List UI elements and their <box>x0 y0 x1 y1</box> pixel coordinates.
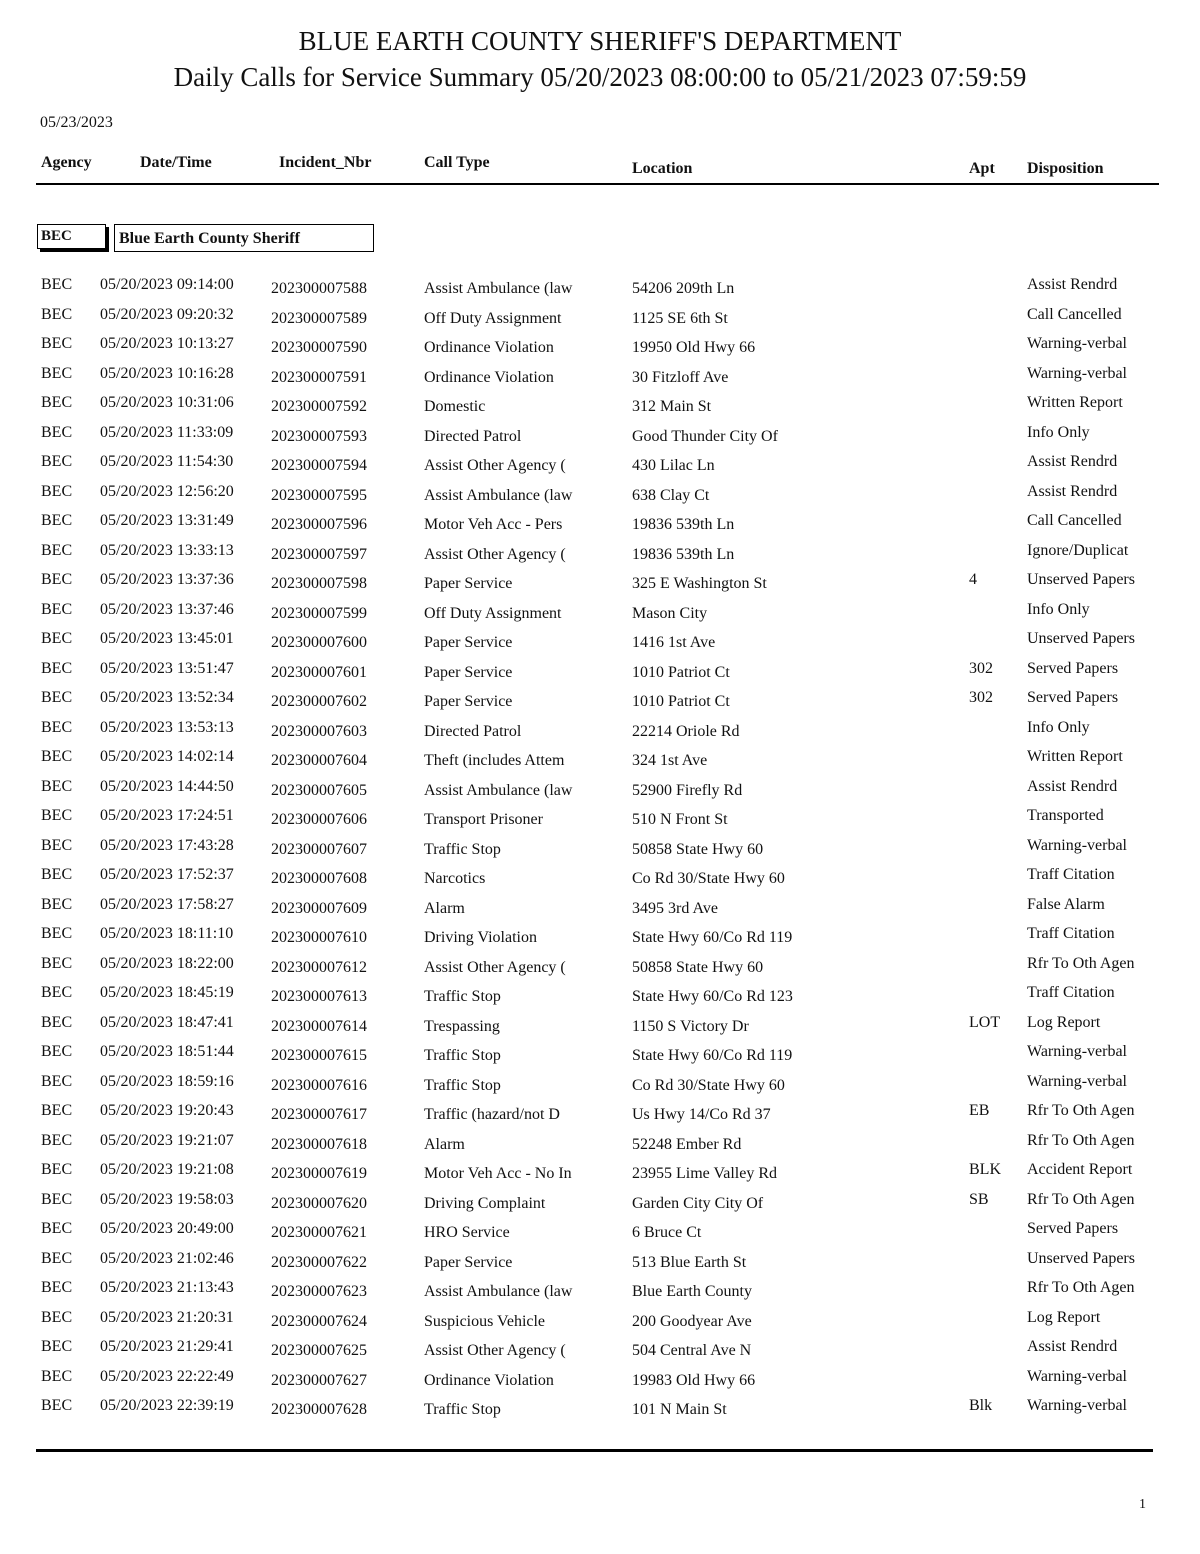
cell-call-type: Traffic Stop <box>424 840 501 858</box>
cell-agency: BEC <box>41 1279 73 1296</box>
cell-apt: LOT <box>969 1013 1001 1031</box>
table-row <box>0 717 1200 747</box>
cell-datetime: 05/20/2023 13:53:13 <box>100 718 234 736</box>
cell-call-type: Ordinance Violation <box>424 339 554 356</box>
cell-agency: BEC <box>41 925 73 942</box>
cell-datetime: 05/20/2023 20:49:00 <box>100 1220 234 1237</box>
header-divider <box>36 183 1159 185</box>
cell-location: 1010 Patriot Ct <box>632 693 730 710</box>
cell-location: Co Rd 30/State Hwy 60 <box>632 870 785 887</box>
cell-agency: BEC <box>41 600 73 618</box>
cell-call-type: Paper Service <box>424 693 513 710</box>
table-row <box>0 1012 1200 1042</box>
cell-call-type: Paper Service <box>424 575 513 592</box>
cell-call-type: Directed Patrol <box>424 427 522 445</box>
cell-datetime: 05/20/2023 13:45:01 <box>100 630 234 647</box>
cell-location: 510 N Front St <box>632 811 728 828</box>
cell-location: 19836 539th Ln <box>632 545 735 563</box>
cell-disposition: Rfr To Oth Agen <box>1027 1102 1135 1119</box>
cell-call-type: Assist Other Agency ( <box>424 1342 566 1359</box>
table-row <box>0 569 1200 599</box>
cell-location: 19836 539th Ln <box>632 516 735 533</box>
cell-incident: 202300007602 <box>271 693 367 710</box>
cell-agency: BEC <box>41 895 73 913</box>
cell-datetime: 05/20/2023 11:54:30 <box>100 453 234 470</box>
table-row <box>0 835 1200 865</box>
cell-agency: BEC <box>41 305 73 323</box>
calls-table <box>0 274 1200 1425</box>
cell-disposition: Served Papers <box>1027 659 1119 677</box>
cell-agency: BEC <box>41 866 73 883</box>
cell-incident: 202300007615 <box>271 1047 367 1064</box>
cell-location: 23955 Lime Valley Rd <box>632 1165 778 1182</box>
cell-disposition: Log Report <box>1027 1013 1101 1031</box>
cell-datetime: 05/20/2023 17:43:28 <box>100 836 234 854</box>
cell-disposition: Unserved Papers <box>1027 630 1135 647</box>
cell-location: Co Rd 30/State Hwy 60 <box>632 1076 785 1094</box>
cell-incident: 202300007619 <box>271 1165 367 1182</box>
cell-incident: 202300007596 <box>271 516 367 533</box>
cell-call-type: Paper Service <box>424 1253 513 1271</box>
col-header-location: Location <box>632 160 693 177</box>
table-row <box>0 1041 1200 1071</box>
cell-datetime: 05/20/2023 17:24:51 <box>100 807 234 824</box>
cell-location: Mason City <box>632 604 708 622</box>
col-header-disposition: Disposition <box>1027 160 1104 177</box>
cell-call-type: Traffic Stop <box>424 1401 501 1418</box>
table-row <box>0 451 1200 481</box>
table-row <box>0 274 1200 304</box>
print-date: 05/23/2023 <box>40 114 113 131</box>
cell-agency: BEC <box>41 1338 73 1355</box>
cell-disposition: Assist Rendrd <box>1027 482 1118 500</box>
cell-location: Good Thunder City Of <box>632 427 778 445</box>
cell-agency: BEC <box>41 659 73 677</box>
table-row <box>0 540 1200 570</box>
cell-location: 6 Bruce Ct <box>632 1224 702 1241</box>
table-row <box>0 392 1200 422</box>
cell-call-type: Traffic (hazard/not D <box>424 1106 560 1123</box>
cell-disposition: Transported <box>1027 807 1104 824</box>
cell-disposition: False Alarm <box>1027 895 1105 913</box>
cell-location: 22214 Oriole Rd <box>632 722 740 740</box>
cell-agency: BEC <box>41 718 73 736</box>
cell-agency: BEC <box>41 748 73 765</box>
cell-datetime: 05/20/2023 22:39:19 <box>100 1397 234 1414</box>
cell-call-type: Transport Prisoner <box>424 811 543 828</box>
cell-datetime: 05/20/2023 09:14:00 <box>100 276 234 293</box>
cell-incident: 202300007622 <box>271 1253 367 1271</box>
table-row <box>0 1277 1200 1307</box>
cell-disposition: Accident Report <box>1027 1161 1133 1178</box>
cell-agency: BEC <box>41 1102 73 1119</box>
cell-datetime: 05/20/2023 13:51:47 <box>100 659 234 677</box>
table-row <box>0 1395 1200 1425</box>
cell-disposition: Assist Rendrd <box>1027 777 1118 795</box>
table-row <box>0 923 1200 953</box>
cell-incident: 202300007616 <box>271 1076 367 1094</box>
cell-call-type: Suspicious Vehicle <box>424 1312 546 1330</box>
cell-incident: 202300007593 <box>271 427 367 445</box>
report-title: BLUE EARTH COUNTY SHERIFF'S DEPARTMENT <box>298 26 902 56</box>
cell-call-type: Traffic Stop <box>424 1047 501 1064</box>
cell-location: 200 Goodyear Ave <box>632 1312 752 1330</box>
cell-disposition: Unserved Papers <box>1027 571 1135 588</box>
cell-call-type: Ordinance Violation <box>424 368 554 386</box>
cell-agency: BEC <box>41 984 73 1001</box>
cell-incident: 202300007591 <box>271 368 367 386</box>
cell-datetime: 05/20/2023 14:02:14 <box>100 748 234 765</box>
cell-location: 50858 State Hwy 60 <box>632 840 764 858</box>
cell-agency: BEC <box>41 1190 73 1208</box>
cell-agency: BEC <box>41 571 73 588</box>
table-row <box>0 510 1200 540</box>
cell-agency: BEC <box>41 777 73 795</box>
cell-location: 19983 Old Hwy 66 <box>632 1371 756 1389</box>
cell-incident: 202300007595 <box>271 486 367 504</box>
table-row <box>0 599 1200 629</box>
agency-name-box: Blue Earth County Sheriff <box>114 224 374 252</box>
cell-call-type: Off Duty Assignment <box>424 604 562 622</box>
cell-agency: BEC <box>41 482 73 500</box>
cell-disposition: Traff Citation <box>1027 866 1115 883</box>
cell-datetime: 05/20/2023 12:56:20 <box>100 482 234 500</box>
cell-call-type: Trespassing <box>424 1017 500 1035</box>
cell-incident: 202300007613 <box>271 988 367 1005</box>
cell-call-type: Paper Service <box>424 663 513 681</box>
cell-call-type: Alarm <box>424 899 465 917</box>
cell-incident: 202300007594 <box>271 457 367 474</box>
cell-datetime: 05/20/2023 19:21:08 <box>100 1161 234 1178</box>
cell-datetime: 05/20/2023 22:22:49 <box>100 1367 234 1385</box>
cell-call-type: Traffic Stop <box>424 988 501 1005</box>
cell-agency: BEC <box>41 394 73 411</box>
cell-agency: BEC <box>41 630 73 647</box>
page-number: 1 <box>1139 1497 1146 1512</box>
cell-disposition: Warning-verbal <box>1027 335 1127 352</box>
cell-call-type: Theft (includes Attem <box>424 752 565 769</box>
cell-call-type: Assist Ambulance (law <box>424 781 573 799</box>
cell-apt: 302 <box>969 689 993 706</box>
cell-disposition: Log Report <box>1027 1308 1101 1326</box>
cell-agency: BEC <box>41 807 73 824</box>
cell-disposition: Call Cancelled <box>1027 512 1122 529</box>
cell-location: 52900 Firefly Rd <box>632 781 743 799</box>
cell-incident: 202300007603 <box>271 722 367 740</box>
cell-agency: BEC <box>41 335 73 352</box>
cell-location: 1416 1st Ave <box>632 634 716 651</box>
cell-disposition: Warning-verbal <box>1027 1043 1127 1060</box>
col-header-apt: Apt <box>969 160 995 177</box>
table-row <box>0 628 1200 658</box>
cell-location: 54206 209th Ln <box>632 280 735 297</box>
cell-call-type: Motor Veh Acc - No In <box>424 1165 572 1182</box>
cell-agency: BEC <box>41 1161 73 1178</box>
cell-apt: Blk <box>969 1397 993 1414</box>
footer-divider <box>36 1449 1153 1452</box>
cell-disposition: Traff Citation <box>1027 984 1115 1001</box>
table-row <box>0 1130 1200 1160</box>
cell-call-type: Narcotics <box>424 870 486 887</box>
report-subtitle: Daily Calls for Service Summary 05/20/2023 08:00:00 to 05/21/2023 07:59:59 <box>173 62 1027 92</box>
cell-disposition: Rfr To Oth Agen <box>1027 1131 1135 1149</box>
cell-disposition: Info Only <box>1027 718 1090 736</box>
table-row <box>0 363 1200 393</box>
cell-call-type: Motor Veh Acc - Pers <box>424 516 563 533</box>
cell-agency: BEC <box>41 1043 73 1060</box>
cell-agency: BEC <box>41 1249 73 1267</box>
cell-datetime: 05/20/2023 11:33:09 <box>100 423 234 441</box>
table-row <box>0 746 1200 776</box>
cell-call-type: Assist Ambulance (law <box>424 486 573 504</box>
cell-agency: BEC <box>41 836 73 854</box>
cell-incident: 202300007600 <box>271 634 367 651</box>
cell-location: 30 Fitzloff Ave <box>632 368 729 386</box>
cell-agency: BEC <box>41 541 73 559</box>
cell-datetime: 05/20/2023 13:52:34 <box>100 689 234 706</box>
cell-datetime: 05/20/2023 19:58:03 <box>100 1190 234 1208</box>
col-header-datetime: Date/Time <box>140 154 212 171</box>
cell-call-type: Ordinance Violation <box>424 1371 554 1389</box>
table-row <box>0 304 1200 334</box>
table-row <box>0 894 1200 924</box>
cell-datetime: 05/20/2023 19:21:07 <box>100 1131 234 1149</box>
cell-incident: 202300007607 <box>271 840 367 858</box>
cell-incident: 202300007612 <box>271 958 367 976</box>
cell-call-type: Driving Violation <box>424 929 537 946</box>
cell-disposition: Info Only <box>1027 423 1090 441</box>
cell-incident: 202300007618 <box>271 1135 367 1153</box>
cell-incident: 202300007620 <box>271 1194 367 1212</box>
cell-datetime: 05/20/2023 18:47:41 <box>100 1013 234 1031</box>
cell-disposition: Rfr To Oth Agen <box>1027 1190 1135 1208</box>
cell-apt: 4 <box>969 571 977 588</box>
cell-datetime: 05/20/2023 21:02:46 <box>100 1249 234 1267</box>
cell-incident: 202300007601 <box>271 663 367 681</box>
table-row <box>0 805 1200 835</box>
cell-incident: 202300007624 <box>271 1312 367 1330</box>
cell-disposition: Written Report <box>1027 394 1123 411</box>
cell-disposition: Assist Rendrd <box>1027 276 1118 293</box>
table-row <box>0 953 1200 983</box>
cell-call-type: Paper Service <box>424 634 513 651</box>
cell-incident: 202300007590 <box>271 339 367 356</box>
col-header-agency: Agency <box>41 154 92 171</box>
table-row <box>0 658 1200 688</box>
cell-incident: 202300007614 <box>271 1017 367 1035</box>
cell-datetime: 05/20/2023 18:11:10 <box>100 925 234 942</box>
cell-location: 638 Clay Ct <box>632 486 710 504</box>
table-row <box>0 1159 1200 1189</box>
cell-location: 312 Main St <box>632 398 712 415</box>
cell-incident: 202300007592 <box>271 398 367 415</box>
cell-call-type: Assist Ambulance (law <box>424 1283 573 1300</box>
cell-disposition: Rfr To Oth Agen <box>1027 954 1135 972</box>
cell-incident: 202300007623 <box>271 1283 367 1300</box>
cell-datetime: 05/20/2023 19:20:43 <box>100 1102 234 1119</box>
cell-disposition: Warning-verbal <box>1027 364 1127 382</box>
cell-location: 50858 State Hwy 60 <box>632 958 764 976</box>
cell-call-type: Assist Other Agency ( <box>424 545 566 563</box>
cell-agency: BEC <box>41 954 73 972</box>
cell-agency: BEC <box>41 1397 73 1414</box>
cell-location: 52248 Ember Rd <box>632 1135 742 1153</box>
cell-datetime: 05/20/2023 09:20:32 <box>100 305 234 323</box>
cell-agency: BEC <box>41 364 73 382</box>
cell-datetime: 05/20/2023 18:51:44 <box>100 1043 234 1060</box>
table-row <box>0 1307 1200 1337</box>
cell-location: 1125 SE 6th St <box>632 309 728 327</box>
cell-disposition: Written Report <box>1027 748 1123 765</box>
cell-incident: 202300007625 <box>271 1342 367 1359</box>
cell-call-type: Directed Patrol <box>424 722 522 740</box>
cell-agency: BEC <box>41 512 73 529</box>
cell-datetime: 05/20/2023 14:44:50 <box>100 777 234 795</box>
cell-disposition: Ignore/Duplicat <box>1027 541 1129 559</box>
cell-location: 1010 Patriot Ct <box>632 663 730 681</box>
table-row <box>0 864 1200 894</box>
cell-disposition: Rfr To Oth Agen <box>1027 1279 1135 1296</box>
cell-datetime: 05/20/2023 21:13:43 <box>100 1279 234 1296</box>
cell-call-type: Assist Other Agency ( <box>424 958 566 976</box>
cell-disposition: Served Papers <box>1027 689 1119 706</box>
table-row <box>0 982 1200 1012</box>
cell-disposition: Served Papers <box>1027 1220 1119 1237</box>
cell-agency: BEC <box>41 1308 73 1326</box>
cell-datetime: 05/20/2023 18:22:00 <box>100 954 234 972</box>
cell-location: 3495 3rd Ave <box>632 899 718 917</box>
cell-location: Garden City City Of <box>632 1194 764 1212</box>
cell-datetime: 05/20/2023 13:31:49 <box>100 512 234 529</box>
cell-location: State Hwy 60/Co Rd 119 <box>632 929 793 946</box>
cell-incident: 202300007605 <box>271 781 367 799</box>
cell-apt: BLK <box>969 1161 1001 1178</box>
cell-apt: 302 <box>969 659 993 677</box>
cell-call-type: Off Duty Assignment <box>424 309 562 327</box>
cell-location: 324 1st Ave <box>632 752 708 769</box>
cell-datetime: 05/20/2023 10:16:28 <box>100 364 234 382</box>
cell-location: 1150 S Victory Dr <box>632 1017 749 1035</box>
table-row <box>0 687 1200 717</box>
cell-incident: 202300007606 <box>271 811 367 828</box>
cell-agency: BEC <box>41 276 73 293</box>
cell-disposition: Traff Citation <box>1027 925 1115 942</box>
agency-code-box: BEC <box>37 224 106 249</box>
cell-datetime: 05/20/2023 10:31:06 <box>100 394 234 411</box>
cell-location: 513 Blue Earth St <box>632 1253 747 1271</box>
cell-datetime: 05/20/2023 21:20:31 <box>100 1308 234 1326</box>
table-row <box>0 776 1200 806</box>
cell-disposition: Unserved Papers <box>1027 1249 1135 1267</box>
cell-location: 19950 Old Hwy 66 <box>632 339 756 356</box>
cell-incident: 202300007608 <box>271 870 367 887</box>
cell-incident: 202300007617 <box>271 1106 367 1123</box>
table-row <box>0 1366 1200 1396</box>
cell-datetime: 05/20/2023 18:45:19 <box>100 984 234 1001</box>
cell-datetime: 05/20/2023 13:33:13 <box>100 541 234 559</box>
cell-disposition: Assist Rendrd <box>1027 453 1118 470</box>
cell-location: 325 E Washington St <box>632 575 767 592</box>
cell-datetime: 05/20/2023 21:29:41 <box>100 1338 234 1355</box>
cell-location: 430 Lilac Ln <box>632 457 715 474</box>
table-row <box>0 1336 1200 1366</box>
cell-call-type: HRO Service <box>424 1224 510 1241</box>
table-row <box>0 481 1200 511</box>
cell-agency: BEC <box>41 423 73 441</box>
cell-apt: EB <box>969 1102 990 1119</box>
cell-call-type: Alarm <box>424 1135 465 1153</box>
table-row <box>0 422 1200 452</box>
cell-call-type: Traffic Stop <box>424 1076 501 1094</box>
cell-incident: 202300007599 <box>271 604 367 622</box>
cell-datetime: 05/20/2023 13:37:46 <box>100 600 234 618</box>
col-header-call-type: Call Type <box>424 154 490 171</box>
cell-disposition: Info Only <box>1027 600 1090 618</box>
cell-incident: 202300007609 <box>271 899 367 917</box>
cell-incident: 202300007604 <box>271 752 367 769</box>
cell-incident: 202300007589 <box>271 309 367 327</box>
cell-disposition: Assist Rendrd <box>1027 1338 1118 1355</box>
cell-incident: 202300007610 <box>271 929 367 946</box>
cell-location: State Hwy 60/Co Rd 123 <box>632 988 793 1005</box>
cell-datetime: 05/20/2023 17:52:37 <box>100 866 234 883</box>
cell-call-type: Assist Ambulance (law <box>424 280 573 297</box>
cell-location: 101 N Main St <box>632 1401 727 1418</box>
cell-disposition: Warning-verbal <box>1027 836 1127 854</box>
cell-agency: BEC <box>41 1072 73 1090</box>
cell-agency: BEC <box>41 689 73 706</box>
cell-agency: BEC <box>41 1131 73 1149</box>
cell-call-type: Driving Complaint <box>424 1194 546 1212</box>
table-row <box>0 1071 1200 1101</box>
cell-incident: 202300007628 <box>271 1401 367 1418</box>
cell-agency: BEC <box>41 1220 73 1237</box>
col-header-incident: Incident_Nbr <box>279 154 372 171</box>
table-row <box>0 1100 1200 1130</box>
table-row <box>0 1189 1200 1219</box>
cell-disposition: Warning-verbal <box>1027 1367 1127 1385</box>
cell-location: State Hwy 60/Co Rd 119 <box>632 1047 793 1064</box>
cell-agency: BEC <box>41 1367 73 1385</box>
cell-call-type: Assist Other Agency ( <box>424 457 566 474</box>
cell-disposition: Call Cancelled <box>1027 305 1122 323</box>
cell-datetime: 05/20/2023 10:13:27 <box>100 335 234 352</box>
cell-location: Us Hwy 14/Co Rd 37 <box>632 1106 771 1123</box>
cell-datetime: 05/20/2023 18:59:16 <box>100 1072 234 1090</box>
cell-call-type: Domestic <box>424 398 486 415</box>
table-row <box>0 333 1200 363</box>
cell-location: Blue Earth County <box>632 1283 752 1300</box>
cell-incident: 202300007627 <box>271 1371 367 1389</box>
cell-agency: BEC <box>41 453 73 470</box>
cell-incident: 202300007598 <box>271 575 367 592</box>
cell-datetime: 05/20/2023 17:58:27 <box>100 895 234 913</box>
table-row <box>0 1218 1200 1248</box>
cell-datetime: 05/20/2023 13:37:36 <box>100 571 234 588</box>
cell-location: 504 Central Ave N <box>632 1342 752 1359</box>
cell-incident: 202300007621 <box>271 1224 367 1241</box>
cell-agency: BEC <box>41 1013 73 1031</box>
cell-disposition: Warning-verbal <box>1027 1397 1127 1414</box>
cell-apt: SB <box>969 1190 989 1208</box>
cell-disposition: Warning-verbal <box>1027 1072 1127 1090</box>
cell-incident: 202300007588 <box>271 280 367 297</box>
table-row <box>0 1248 1200 1278</box>
cell-incident: 202300007597 <box>271 545 367 563</box>
